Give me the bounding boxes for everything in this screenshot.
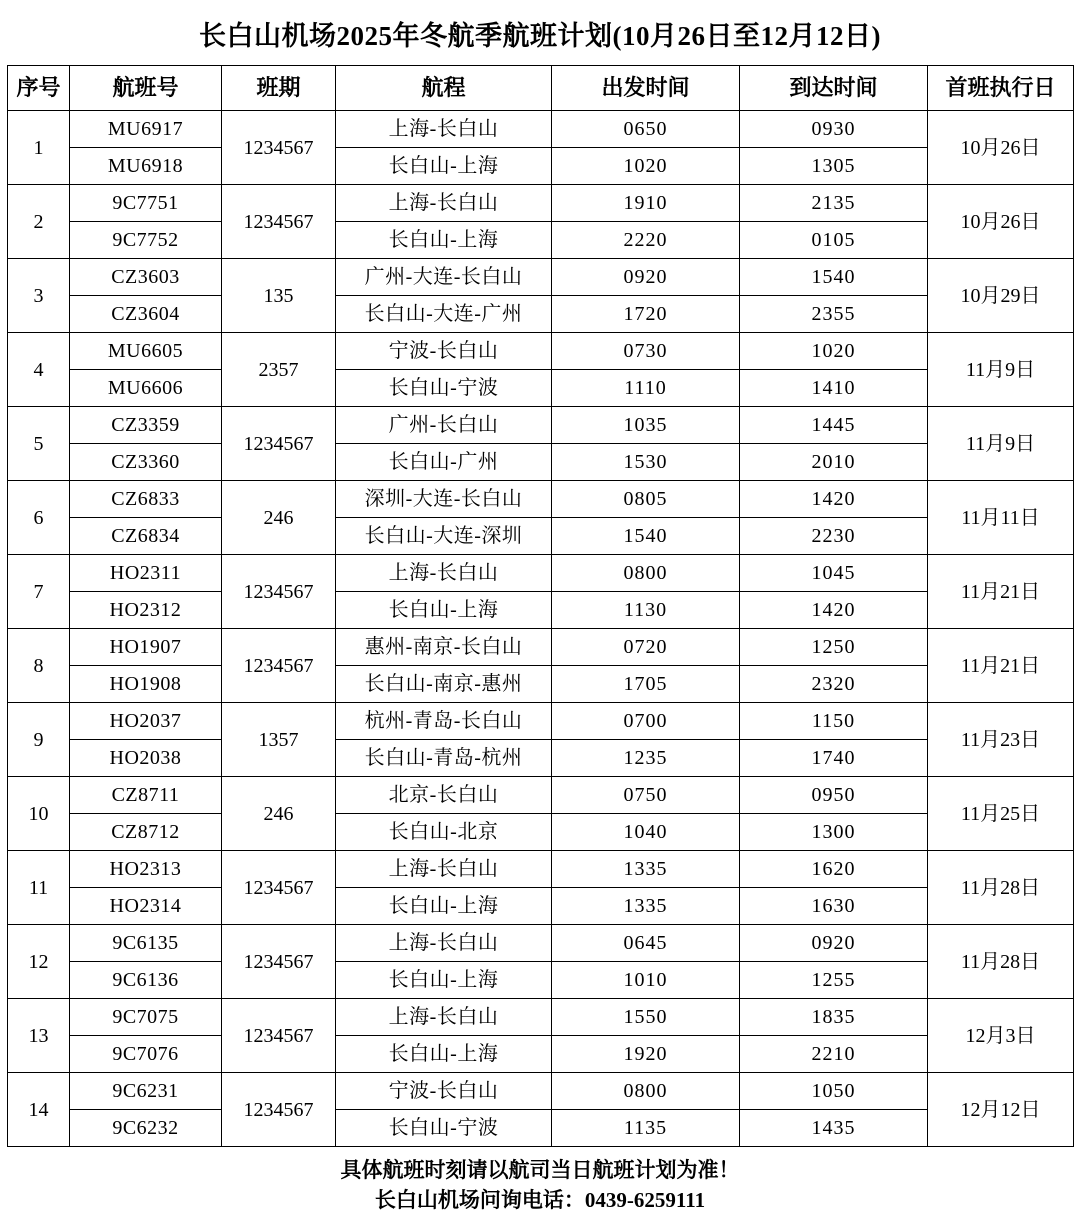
cell-first-day: 11月9日 xyxy=(928,407,1074,481)
footer-contact: 长白山机场问询电话：0439-6259111 xyxy=(374,1188,706,1212)
footer xyxy=(0,1155,1080,1215)
cell-arrival: 0920 xyxy=(740,925,928,962)
cell-flight-no: CZ8712 xyxy=(70,814,222,851)
cell-arrival: 2230 xyxy=(740,518,928,555)
cell-period: 1234567 xyxy=(222,925,336,999)
cell-arrival: 1740 xyxy=(740,740,928,777)
cell-route: 长白山-大连-广州 xyxy=(336,296,552,333)
cell-flight-no: HO2314 xyxy=(70,888,222,925)
table-row xyxy=(8,703,1074,740)
cell-arrival: 1630 xyxy=(740,888,928,925)
cell-arrival: 1435 xyxy=(740,1110,928,1147)
cell-period: 1234567 xyxy=(222,1073,336,1147)
cell-flight-no: CZ3360 xyxy=(70,444,222,481)
cell-first-day: 12月3日 xyxy=(928,999,1074,1073)
cell-flight-no: CZ3359 xyxy=(70,407,222,444)
table-row xyxy=(8,555,1074,592)
table-row xyxy=(8,148,1074,185)
cell-route: 上海-长白山 xyxy=(336,555,552,592)
cell-route: 长白山-上海 xyxy=(336,592,552,629)
table-row xyxy=(8,1073,1074,1110)
table-row xyxy=(8,888,1074,925)
cell-route: 长白山-上海 xyxy=(336,1036,552,1073)
table-row xyxy=(8,814,1074,851)
cell-route: 长白山-上海 xyxy=(336,222,552,259)
cell-flight-no: HO2037 xyxy=(70,703,222,740)
cell-seq: 3 xyxy=(8,259,70,333)
cell-route: 宁波-长白山 xyxy=(336,333,552,370)
cell-first-day: 10月29日 xyxy=(928,259,1074,333)
cell-seq: 4 xyxy=(8,333,70,407)
cell-flight-no: CZ6834 xyxy=(70,518,222,555)
cell-departure: 1110 xyxy=(552,370,740,407)
cell-period: 246 xyxy=(222,481,336,555)
cell-period: 1357 xyxy=(222,703,336,777)
table-row xyxy=(8,333,1074,370)
cell-departure: 0805 xyxy=(552,481,740,518)
cell-route: 上海-长白山 xyxy=(336,925,552,962)
cell-route: 杭州-青岛-长白山 xyxy=(336,703,552,740)
cell-arrival: 1020 xyxy=(740,333,928,370)
cell-departure: 1705 xyxy=(552,666,740,703)
cell-first-day: 11月25日 xyxy=(928,777,1074,851)
cell-flight-no: HO2038 xyxy=(70,740,222,777)
column-header-route: 航程 xyxy=(336,66,552,111)
table-row xyxy=(8,925,1074,962)
cell-departure: 1335 xyxy=(552,888,740,925)
cell-departure: 1135 xyxy=(552,1110,740,1147)
cell-seq: 7 xyxy=(8,555,70,629)
cell-first-day: 10月26日 xyxy=(928,111,1074,185)
cell-arrival: 1305 xyxy=(740,148,928,185)
cell-flight-no: MU6918 xyxy=(70,148,222,185)
cell-seq: 12 xyxy=(8,925,70,999)
table-row xyxy=(8,444,1074,481)
table-row xyxy=(8,296,1074,333)
cell-flight-no: 9C6231 xyxy=(70,1073,222,1110)
cell-flight-no: 9C7076 xyxy=(70,1036,222,1073)
table-row xyxy=(8,370,1074,407)
cell-seq: 9 xyxy=(8,703,70,777)
cell-route: 上海-长白山 xyxy=(336,999,552,1036)
cell-arrival: 1300 xyxy=(740,814,928,851)
cell-arrival: 1255 xyxy=(740,962,928,999)
cell-arrival: 0105 xyxy=(740,222,928,259)
cell-departure: 1035 xyxy=(552,407,740,444)
table-row xyxy=(8,962,1074,999)
cell-seq: 8 xyxy=(8,629,70,703)
cell-route: 北京-长白山 xyxy=(336,777,552,814)
table-row xyxy=(8,666,1074,703)
cell-first-day: 11月21日 xyxy=(928,555,1074,629)
cell-first-day: 11月28日 xyxy=(928,851,1074,925)
cell-flight-no: CZ3604 xyxy=(70,296,222,333)
cell-arrival: 1420 xyxy=(740,481,928,518)
cell-departure: 0920 xyxy=(552,259,740,296)
cell-flight-no: 9C7752 xyxy=(70,222,222,259)
cell-arrival: 2135 xyxy=(740,185,928,222)
cell-seq: 11 xyxy=(8,851,70,925)
cell-flight-no: MU6606 xyxy=(70,370,222,407)
cell-arrival: 1540 xyxy=(740,259,928,296)
table-row xyxy=(8,222,1074,259)
cell-arrival: 0930 xyxy=(740,111,928,148)
table-row xyxy=(8,518,1074,555)
column-header-flight-no: 航班号 xyxy=(70,66,222,111)
cell-flight-no: 9C6135 xyxy=(70,925,222,962)
cell-flight-no: HO2313 xyxy=(70,851,222,888)
cell-period: 246 xyxy=(222,777,336,851)
cell-flight-no: CZ8711 xyxy=(70,777,222,814)
cell-departure: 0720 xyxy=(552,629,740,666)
cell-period: 1234567 xyxy=(222,407,336,481)
cell-route: 宁波-长白山 xyxy=(336,1073,552,1110)
table-row xyxy=(8,851,1074,888)
cell-route: 长白山-大连-深圳 xyxy=(336,518,552,555)
cell-period: 1234567 xyxy=(222,111,336,185)
cell-arrival: 2210 xyxy=(740,1036,928,1073)
cell-departure: 0750 xyxy=(552,777,740,814)
cell-route: 长白山-广州 xyxy=(336,444,552,481)
cell-departure: 1720 xyxy=(552,296,740,333)
cell-departure: 1040 xyxy=(552,814,740,851)
table-row xyxy=(8,629,1074,666)
cell-route: 广州-长白山 xyxy=(336,407,552,444)
table-header-row xyxy=(8,66,1074,111)
cell-route: 长白山-青岛-杭州 xyxy=(336,740,552,777)
cell-departure: 1335 xyxy=(552,851,740,888)
cell-route: 长白山-南京-惠州 xyxy=(336,666,552,703)
cell-flight-no: MU6917 xyxy=(70,111,222,148)
cell-departure: 1530 xyxy=(552,444,740,481)
cell-flight-no: HO2312 xyxy=(70,592,222,629)
cell-departure: 0730 xyxy=(552,333,740,370)
cell-route: 深圳-大连-长白山 xyxy=(336,481,552,518)
cell-route: 惠州-南京-长白山 xyxy=(336,629,552,666)
table-row xyxy=(8,407,1074,444)
cell-arrival: 1420 xyxy=(740,592,928,629)
cell-period: 1234567 xyxy=(222,185,336,259)
cell-departure: 1910 xyxy=(552,185,740,222)
cell-arrival: 1050 xyxy=(740,1073,928,1110)
cell-period: 1234567 xyxy=(222,999,336,1073)
cell-arrival: 2010 xyxy=(740,444,928,481)
cell-first-day: 10月26日 xyxy=(928,185,1074,259)
column-header-arrival-time: 到达时间 xyxy=(740,66,928,111)
cell-first-day: 12月12日 xyxy=(928,1073,1074,1147)
cell-first-day: 11月11日 xyxy=(928,481,1074,555)
cell-seq: 5 xyxy=(8,407,70,481)
cell-departure: 1540 xyxy=(552,518,740,555)
cell-seq: 10 xyxy=(8,777,70,851)
table-row xyxy=(8,481,1074,518)
cell-flight-no: MU6605 xyxy=(70,333,222,370)
cell-route: 长白山-宁波 xyxy=(336,1110,552,1147)
cell-route: 上海-长白山 xyxy=(336,851,552,888)
column-header-first-day: 首班执行日 xyxy=(928,66,1074,111)
column-header-departure-time: 出发时间 xyxy=(552,66,740,111)
cell-seq: 6 xyxy=(8,481,70,555)
cell-departure: 0645 xyxy=(552,925,740,962)
column-header-seq: 序号 xyxy=(8,66,70,111)
cell-arrival: 2355 xyxy=(740,296,928,333)
table-row xyxy=(8,777,1074,814)
cell-route: 长白山-宁波 xyxy=(336,370,552,407)
table-body xyxy=(8,111,1074,1147)
table-row xyxy=(8,259,1074,296)
cell-seq: 14 xyxy=(8,1073,70,1147)
cell-departure: 1130 xyxy=(552,592,740,629)
cell-first-day: 11月23日 xyxy=(928,703,1074,777)
cell-flight-no: CZ6833 xyxy=(70,481,222,518)
cell-departure: 1235 xyxy=(552,740,740,777)
cell-seq: 13 xyxy=(8,999,70,1073)
cell-period: 1234567 xyxy=(222,851,336,925)
flight-schedule-table xyxy=(7,65,1074,1147)
cell-departure: 1010 xyxy=(552,962,740,999)
cell-arrival: 2320 xyxy=(740,666,928,703)
cell-departure: 0800 xyxy=(552,1073,740,1110)
cell-flight-no: 9C6136 xyxy=(70,962,222,999)
cell-route: 上海-长白山 xyxy=(336,111,552,148)
table-row xyxy=(8,111,1074,148)
cell-arrival: 1835 xyxy=(740,999,928,1036)
cell-period: 1234567 xyxy=(222,629,336,703)
cell-arrival: 1620 xyxy=(740,851,928,888)
cell-arrival: 1150 xyxy=(740,703,928,740)
cell-departure: 2220 xyxy=(552,222,740,259)
cell-departure: 0650 xyxy=(552,111,740,148)
cell-period: 2357 xyxy=(222,333,336,407)
cell-departure: 0800 xyxy=(552,555,740,592)
cell-flight-no: 9C6232 xyxy=(70,1110,222,1147)
cell-period: 1234567 xyxy=(222,555,336,629)
cell-route: 长白山-上海 xyxy=(336,888,552,925)
cell-arrival: 1045 xyxy=(740,555,928,592)
cell-period: 135 xyxy=(222,259,336,333)
cell-first-day: 11月9日 xyxy=(928,333,1074,407)
cell-route: 长白山-上海 xyxy=(336,962,552,999)
cell-arrival: 0950 xyxy=(740,777,928,814)
cell-flight-no: HO1907 xyxy=(70,629,222,666)
cell-seq: 2 xyxy=(8,185,70,259)
cell-arrival: 1445 xyxy=(740,407,928,444)
cell-departure: 1920 xyxy=(552,1036,740,1073)
cell-first-day: 11月28日 xyxy=(928,925,1074,999)
cell-departure: 1020 xyxy=(552,148,740,185)
cell-arrival: 1250 xyxy=(740,629,928,666)
cell-route: 长白山-上海 xyxy=(336,148,552,185)
cell-flight-no: CZ3603 xyxy=(70,259,222,296)
table-row xyxy=(8,592,1074,629)
cell-arrival: 1410 xyxy=(740,370,928,407)
cell-seq: 1 xyxy=(8,111,70,185)
cell-route: 长白山-北京 xyxy=(336,814,552,851)
column-header-period: 班期 xyxy=(222,66,336,111)
cell-flight-no: 9C7751 xyxy=(70,185,222,222)
cell-departure: 0700 xyxy=(552,703,740,740)
cell-flight-no: 9C7075 xyxy=(70,999,222,1036)
cell-route: 上海-长白山 xyxy=(336,185,552,222)
table-row xyxy=(8,185,1074,222)
footer-note: 具体航班时刻请以航司当日航班计划为准！ xyxy=(340,1158,740,1182)
cell-departure: 1550 xyxy=(552,999,740,1036)
page-title: 长白山机场2025年冬航季航班计划(10月26日至12月12日) xyxy=(199,21,881,51)
table-row xyxy=(8,740,1074,777)
table-row xyxy=(8,1110,1074,1147)
table-row xyxy=(8,1036,1074,1073)
cell-route: 广州-大连-长白山 xyxy=(336,259,552,296)
table-row xyxy=(8,999,1074,1036)
cell-flight-no: HO1908 xyxy=(70,666,222,703)
cell-first-day: 11月21日 xyxy=(928,629,1074,703)
cell-flight-no: HO2311 xyxy=(70,555,222,592)
